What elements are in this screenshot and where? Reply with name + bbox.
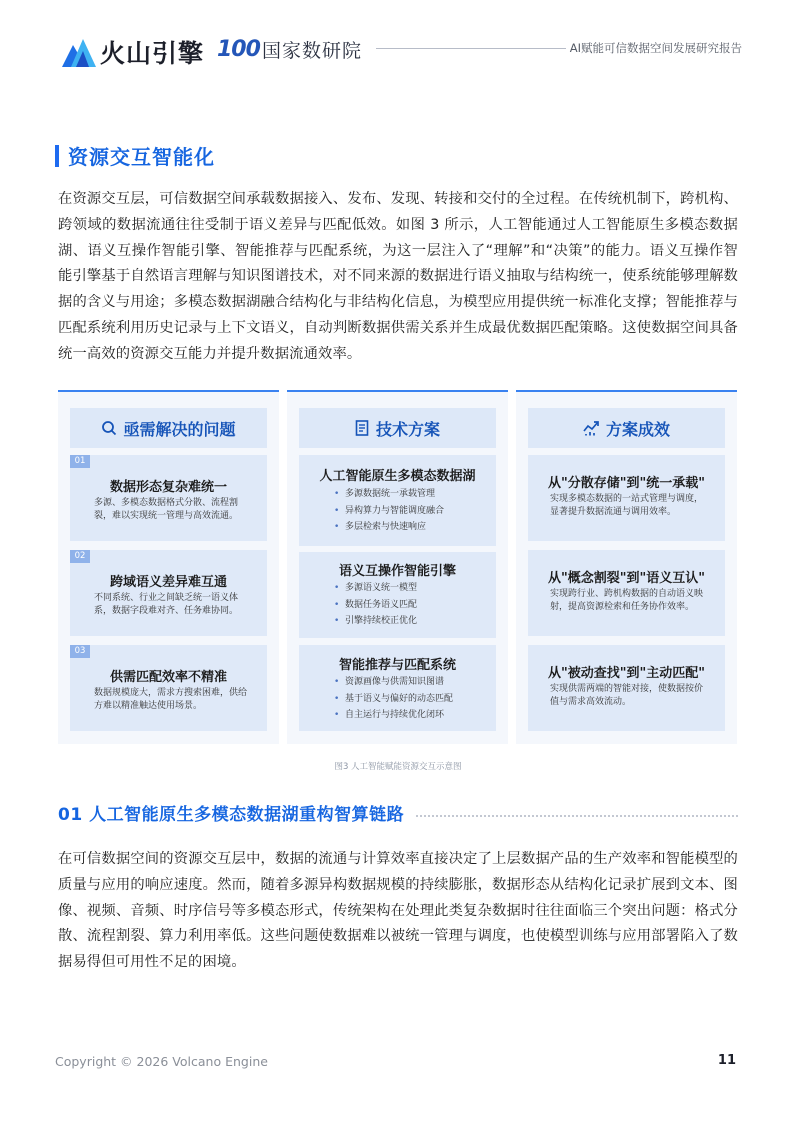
solution-card (299, 552, 496, 638)
outcome-card (528, 550, 725, 636)
document-icon (355, 420, 370, 436)
list-item: • 引擎持续校正优化 (299, 613, 496, 630)
column-heading (528, 408, 725, 448)
figure-3 (58, 390, 738, 744)
list-item: • 自主运行与持续优化闭环 (299, 707, 496, 724)
figure-column-solutions (287, 390, 508, 744)
problem-card (70, 645, 267, 731)
card-list (299, 486, 496, 536)
card-description: 实现跨行业、跨机构数据的自动语义映射，提高资源检索和任务协作效率。 (550, 589, 704, 612)
volcano-engine-wordmark: 火山引擎 (100, 39, 205, 68)
figure-column-problems (58, 390, 279, 744)
section-heading (55, 141, 215, 170)
column-heading-text: 亟需解决的问题 (123, 419, 236, 439)
logo-100-mark: 100 (217, 37, 260, 62)
card-title: 跨域语义差异难互通 (109, 575, 227, 590)
card-list (299, 674, 496, 724)
figure-column-outcomes (516, 390, 737, 744)
copyright: Copyright © 2026 Volcano Engine (55, 1054, 268, 1069)
card-description: 数据规模庞大，需求方搜索困难，供给方难以精准触达使用场景。 (94, 688, 248, 711)
solution-card (299, 645, 496, 731)
chart-icon (583, 420, 600, 436)
logo-100-text: 国家数研院 (261, 40, 362, 62)
search-icon (101, 420, 117, 436)
list-item: • 基于语义与偏好的动态匹配 (299, 691, 496, 708)
solution-card (299, 455, 496, 546)
card-title: 智能推荐与匹配系统 (338, 658, 456, 673)
list-item: • 多源数据统一承载管理 (299, 486, 496, 503)
card-number: 02 (70, 550, 90, 563)
section-title: 资源交互智能化 (68, 145, 215, 169)
card-title: 数据形态复杂难统一 (109, 480, 227, 495)
card-title: 从"被动查找"到"主动匹配" (547, 666, 706, 681)
problem-card (70, 455, 267, 541)
card-description: 实现多模态数据的一站式管理与调度，显著提升数据流通与调用效率。 (550, 494, 704, 517)
card-title: 从"概念割裂"到"语义互认" (547, 571, 706, 586)
outcome-card (528, 455, 725, 541)
card-number: 01 (70, 455, 90, 468)
page-number: 11 (717, 1053, 736, 1068)
national-data-institute-logo (217, 36, 362, 63)
header-divider (376, 48, 566, 49)
card-title: 人工智能原生多模态数据湖 (319, 469, 476, 484)
section-paragraph: 在资源交互层，可信数据空间承载数据接入、发布、发现、转接和交付的全过程。在传统机制下，跨机构、跨领域的数据流通往往受制于语义差异与匹配低效。如图 3 所示，人工智能通过人工智能原生多模态数据湖、语义互操作智能引擎、智能推荐与匹配系统，为这一层注入了“理解”和“决策”的能力。语义互操作智能引擎基于自然语言理解与知识图谱技术，对不同来源的数据进行语义抽取与结构统一，使系统能够理解数据的含义与用途；多模态数据湖融合结构化与非结构化信息，为模型应用提供统一标准化支撑；智能推荐与匹配系统利用历史记录与上下文语义，自动判断数据供需关系并生成最优数据匹配策略。这使数据空间具备统一高效的资源交互能力并提升数据流通效率。 (58, 191, 738, 362)
card-description: 不同系统、行业之间缺乏统一语义体系，数据字段难对齐、任务难协同。 (94, 593, 239, 616)
problem-card (70, 550, 267, 636)
card-title: 从"分散存储"到"统一承载" (547, 476, 706, 491)
list-item: • 资源画像与供需知识图谱 (299, 674, 496, 691)
volcano-engine-logo (62, 34, 204, 70)
report-title: AI赋能可信数据空间发展研究报告 (569, 41, 742, 55)
card-list (299, 580, 496, 630)
dotted-divider (416, 815, 738, 817)
subsection-heading (58, 800, 738, 825)
subsection-title: 01 人工智能原生多模态数据湖重构智算链路 (58, 805, 405, 825)
figure-caption: 图3 人工智能赋能资源交互示意图 (334, 762, 462, 772)
page-header (62, 32, 742, 68)
column-heading-text: 技术方案 (375, 419, 440, 439)
column-heading-text: 方案成效 (605, 419, 670, 439)
column-heading (299, 408, 496, 448)
subsection-paragraph: 在可信数据空间的资源交互层中，数据的流通与计算效率直接决定了上层数据产品的生产效率和智能模型的质量与应用的响应速度。然而，随着多源异构数据规模的持续膨胀，数据形态从结构化记录扩展到文本、图像、视频、音频、时序信号等多模态形式，传统架构在处理此类复杂数据时往往面临三个突出问题：格式分散、流程割裂、算力利用率低。这些问题使数据难以被统一管理与调度，也使模型训练与应用部署陷入了数据易得但可用性不足的困境。 (58, 851, 738, 971)
card-title: 语义互操作智能引擎 (338, 564, 456, 579)
card-description: 实现供需两端的智能对接，使数据按价值与需求高效流动。 (550, 684, 704, 707)
list-item: • 数据任务语义匹配 (299, 597, 496, 614)
section-heading-bar (55, 145, 59, 167)
card-description: 多源、多模态数据格式分散、流程割裂，难以实现统一管理与高效流通。 (94, 498, 239, 521)
outcome-card (528, 645, 725, 731)
card-number: 03 (70, 645, 90, 658)
card-title: 供需匹配效率不精准 (109, 670, 227, 685)
list-item: • 异构算力与智能调度融合 (299, 503, 496, 520)
list-item: • 多层检索与快速响应 (299, 519, 496, 536)
column-heading (70, 408, 267, 448)
volcano-mountain-icon (62, 37, 96, 67)
list-item: • 多源语义统一模型 (299, 580, 496, 597)
